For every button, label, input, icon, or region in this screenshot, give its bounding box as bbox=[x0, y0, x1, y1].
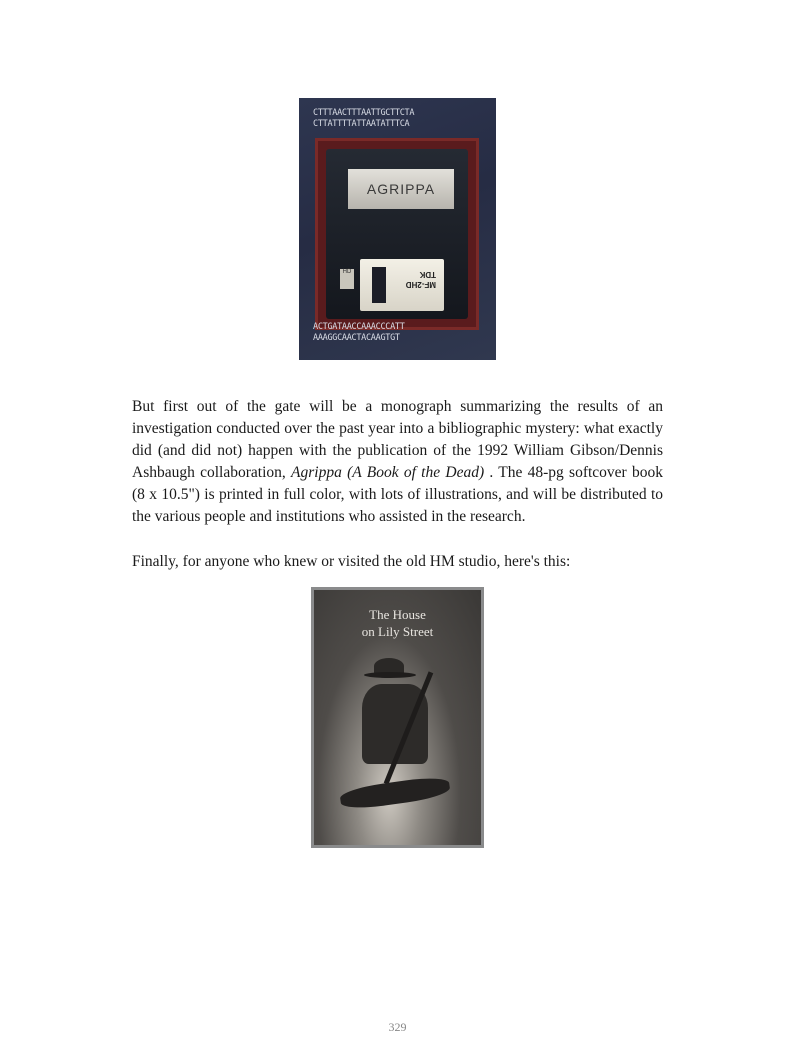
disk-model: MF-2HD bbox=[405, 280, 436, 289]
hd-tag: HD bbox=[340, 269, 354, 289]
house-on-lily-street-cover-image bbox=[311, 587, 484, 848]
shutter-window bbox=[372, 267, 386, 303]
body-line-finally: Finally, for anyone who knew or visited the old HM studio, here's this: bbox=[132, 553, 571, 570]
dna-sequence-top-2: CTTATTTTATTAATATTTCA bbox=[313, 119, 410, 129]
book-title: Agrippa (A Book of the Dead) bbox=[291, 464, 485, 481]
disk-shutter bbox=[360, 259, 444, 311]
dna-sequence-bottom-2: AAAGGCAACTACAAGTGT bbox=[313, 333, 400, 343]
cover-title bbox=[314, 606, 481, 640]
disk-brand: TDK bbox=[419, 270, 436, 279]
fallen-figure bbox=[339, 774, 451, 811]
dna-sequence-top-1: CTTTAACTTTAATTGCTTCTA bbox=[313, 108, 415, 118]
paragraph-text-start: But first out of the gate will be a monograph summarizing the results of an investigation conducted over the past year into a bibliographic mystery: what exactly did (and did not) happen with the publication of the 1992 William Gibson/Dennis Ashbaugh collaboration, bbox=[132, 398, 663, 481]
cover-title-line-1: The House bbox=[369, 607, 426, 622]
dna-sequence-bottom-1: ACTGATAACCAAACCCATT bbox=[313, 322, 405, 332]
disk-label: AGRIPPA bbox=[348, 169, 454, 209]
floppy-disk bbox=[326, 149, 468, 319]
body-paragraph bbox=[132, 396, 663, 528]
page-number: 329 bbox=[388, 1020, 407, 1034]
cover-title-line-2: on Lily Street bbox=[361, 624, 434, 639]
cover-box bbox=[315, 138, 479, 330]
figure-hat-brim bbox=[364, 672, 416, 678]
agrippa-cover-image bbox=[299, 98, 496, 360]
paragraph-text-end: . The 48-pg softcover book (8 x 10.5") is printed in full color, with lots of illustrations, and will be distributed to the various people and institutions who assisted in the research. bbox=[132, 464, 663, 525]
